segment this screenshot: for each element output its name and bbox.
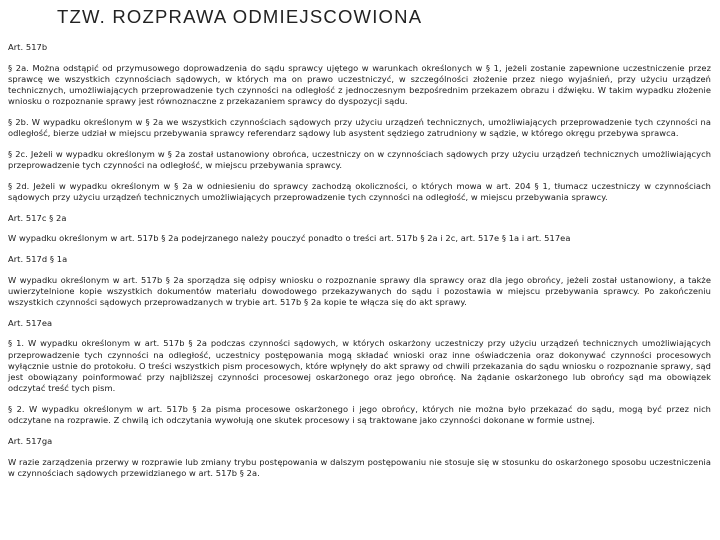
- paragraph: § 1. W wypadku określonym w art. 517b § 2a podczas czynności sądowych, w których oskarżony uczestniczy przy użyciu urządzeń technicznych umożliwiających przeprowadzenie tych czynności na odległość, uczestnicy postępowania mogą składać wnioski oraz inne oświadczenia oraz dokonywać czynności procesowych wyłącznie ustnie do protokołu. O treści wszystkich pism procesowych, które wpłynęły do akt sprawy od chwili przekazania do sądu wniosku o rozpoznanie sprawy, sąd jest obowiązany poinformować przy najbliższej czynności procesowej oskarżonego oraz jego obrońcę. Na żądanie oskarżonego lub obrońcy sąd ma obowiązek odczytać treść tych pism.: [8, 338, 711, 394]
- article-heading: Art. 517c § 2a: [8, 212, 67, 223]
- paragraph: § 2a. Można odstąpić od przymusowego doprowadzenia do sądu sprawcy ujętego w warunkach określonych w § 1, jeżeli zostanie zapewnione uczestniczenie przez sprawcę we wszystkich czynnościach sądowych, w których ma on prawo uczestniczyć, w szczególności złożenie przez niego wyjaśnień, przy użyciu urządzeń technicznych, umożliwiających przeprowadzenie tych czynności na odległość z jednoczesnym bezpośrednim przekazem obrazu i dźwięku. W takim wypadku złożenie wniosku o rozpoznanie sprawy jest równoznaczne z przekazaniem sprawcy do dyspozycji sądu.: [8, 62, 711, 107]
- paragraph: W wypadku określonym w art. 517b § 2a podejrzanego należy pouczyć ponadto o treści art. 517b § 2a i 2c, art. 517e § 1a i art. 517ea: [8, 233, 571, 244]
- paragraph: § 2b. W wypadku określonym w § 2a we wszystkich czynnościach sądowych przy użyciu urządzeń technicznych, umożliwiających przeprowadzenie tych czynności na odległość, bierze udział w miejscu przebywania sprawcy referendarz sądowy lub asystent sędziego zatrudniony w sądzie, w którego okręgu przebywa sprawca.: [8, 116, 711, 139]
- article-heading: Art. 517d § 1a: [8, 254, 68, 265]
- slide-body: [8, 42, 711, 489]
- paragraph: W wypadku określonym w art. 517b § 2a sporządza się odpisy wniosku o rozpoznanie sprawy dla sprawcy oraz dla jego obrońcy, jeżeli został ustanowiony, a także uwierzytelnione kopie wszystkich dokumentów materiału dowodowego przekazywanych do sądu i pozostawia w miejscu przebywania sprawcy. Po zakończeniu wszystkich czynności sądowych przeprowadzanych w trybie art. 517b § 2a kopie te włącza się do akt sprawy.: [8, 274, 711, 308]
- paragraph: § 2d. Jeżeli w wypadku określonym w § 2a w odniesieniu do sprawcy zachodzą okoliczności, o których mowa w art. 204 § 1, tłumacz uczestniczy w czynnościach sądowych przy użyciu urządzeń technicznych umożliwiających przeprowadzenie tych czynności na odległość, w miejscu przebywania sprawcy.: [8, 180, 711, 203]
- article-heading: Art. 517ea: [8, 317, 53, 328]
- slide-title: TZW. ROZPRAWA ODMIEJSCOWIONA: [57, 6, 423, 27]
- article-heading: Art. 517b: [8, 42, 48, 52]
- paragraph: § 2c. Jeżeli w wypadku określonym w § 2a został ustanowiony obrońca, uczestniczy on w czynnościach sądowych przy użyciu urządzeń technicznych umożliwiających przeprowadzenie tych czynności na odległość, w miejscu przebywania sprawcy.: [8, 148, 711, 171]
- paragraph: § 2. W wypadku określonym w art. 517b § 2a pisma procesowe oskarżonego i jego obrońcy, których nie można było przekazać do sądu, mogą być przez nich odczytane na rozprawie. Z chwilą ich odczytania wywołują one skutek procesowy i są traktowane jako czynności dokonane w formie ustnej.: [8, 404, 711, 426]
- article-heading: Art. 517ga: [8, 436, 53, 447]
- paragraph: W razie zarządzenia przerwy w rozprawie lub zmiany trybu postępowania w dalszym postępowaniu nie stosuje się w stosunku do oskarżonego sposobu uczestniczenia w czynnościach sądowych przewidzianego w art. 517b § 2a.: [8, 456, 711, 478]
